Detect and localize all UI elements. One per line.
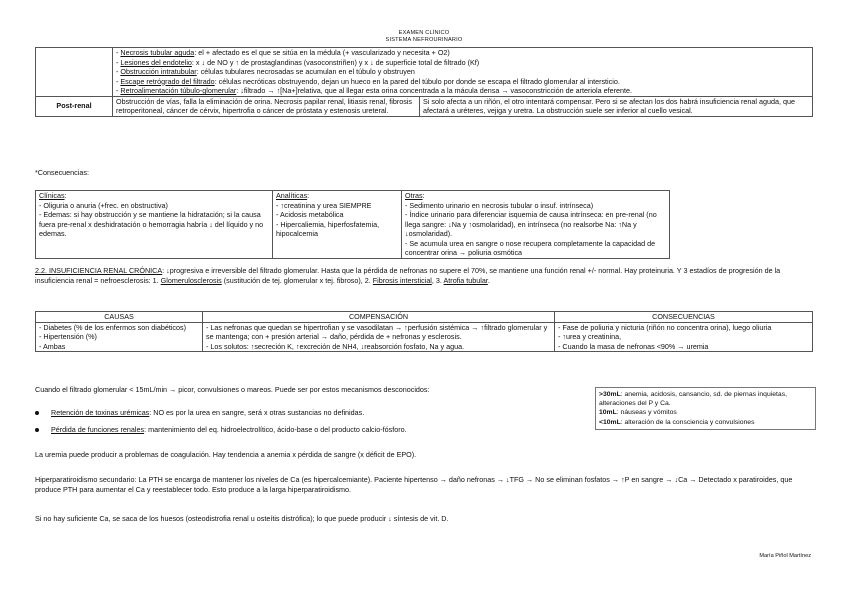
level-item: <10mL: alteración de la consciencia y convulsiones <box>599 418 755 426</box>
bullet-icon <box>35 411 39 415</box>
hiperparatiroidismo-paragraph: Hiperparatiroidismo secundario: La PTH se encarga de mantener los niveles de Ca (es hipercalcemiante). Paciente hipertenso → daño nefronas → ↓TFG → No se eliminan fosfatos → ↑P en sangre → ↓Ca → Detectado x paratiroides, que produce PTH para aumentar el Ca y reestablecer todo. Esto produce a la larga hiperparatiroidismo. <box>35 475 793 494</box>
stage-1: Glomerulosclerosis <box>160 275 222 285</box>
consecuencias-table <box>35 190 670 259</box>
intrarenal-item: - Escape retrógrado del filtrado: células necróticas obstruyendo, dejan un hueco en la pared del túbulo por donde se escapa el filtrado glomerular al intersticio. <box>116 76 620 86</box>
irc-title: 2.2. INSUFICIENCIA RENAL CRÓNICA <box>35 266 163 275</box>
header-compensacion: COMPENSACIÓN <box>203 312 555 323</box>
intrarenal-list <box>113 48 813 97</box>
otras-title: Otras <box>405 191 423 200</box>
clinicas-line: - Edemas: si hay obstrucción y se mantiene la hidratación; si la causa fuera pre-renal x deshidratación o hemorragia habría ↓ del líquido y no edemas. <box>39 210 264 238</box>
otras-cell: Otras: - Sedimento urinario en necrosis tubular o insuf. intrínseca) - Índice urinario para diferenciar isquemia de causa intrínseca: en pre-renal (no llega sangre: ↓Na y ↑osmolaridad), en intrínseca (no realsorbe Na: ↑Na y ↓osmolaridad). - Se acumula urea en sangre o nose recupera completamente la capacidad de concentrar orina → poliuria osmótica <box>402 191 670 259</box>
uremia-paragraph: La uremia puede producir a problemas de coagulación. Hay tendencia a anemia x pérdida de sangre (x déficit de EPO). <box>35 450 417 459</box>
filtrado-levels-box <box>595 387 816 430</box>
irc-table <box>35 311 813 352</box>
consecuencia-item: - Cuando la masa de nefronas <90% → uremia <box>558 341 709 351</box>
otras-line: - Sedimento urinario en necrosis tubular o insuf. intrínseca) <box>405 200 594 210</box>
renal-causes-table <box>35 47 813 117</box>
postrenal-description: Obstrucción de vías, falla la eliminación de orina. Necrosis papilar renal, litiasis renal, fibrosis retroperitoneal, cáncer de cérvix, hipertrofia o cáncer de próstata y estenosis ureteral. <box>113 96 420 116</box>
doc-title: EXAMEN CLÍNICO <box>398 30 450 36</box>
causa-item: - Diabetes (% de los enfermos son diabéticos) <box>39 322 187 332</box>
postrenal-consequence: Si solo afecta a un riñón, el otro intentará compensar. Pero si se afectan los dos habrá insuficiencia renal aguda, que afectará a uréteres, vejiga y uretra. La obstrucción suele ser inferior al cuello vesical. <box>420 96 813 116</box>
filtrado-paragraph: Cuando el filtrado glomerular < 15mL/min → picor, convulsiones o mareos. Puede ser por estos mecanismos desconocidos: <box>35 385 430 394</box>
vitd-paragraph: Si no hay suficiente Ca, se saca de los huesos (osteodistrofia renal u osteítis distrófica); lo que puede producir ↓ síntesis de vit. D. <box>35 514 449 523</box>
clinicas-line: - Oliguria o anuria (+frec. en obstructiva) <box>39 200 168 210</box>
otras-line: - Índice urinario para diferenciar isquemia de causa intrínseca: en pre-renal (no llega sangre: ↓Na y ↑osmolaridad), en intrínseca (no realsorbe Na: ↑Na y ↓osmolaridad). <box>405 210 657 238</box>
compensacion-item: - Las nefronas que quedan se hipertrofian y se vasodilatan → ↑perfusión sistémica → ↑filtrado glomerular y se mantenga; con + presión arterial → daño, pérdida de + nefronas y esclerosis. <box>206 322 548 341</box>
level-item: 10mL: náuseas y vómitos <box>599 409 677 417</box>
postrenal-label: Post-renal <box>36 96 113 116</box>
intrarenal-item: - Retroalimentación túbulo-glomerular: ↓filtrado → ↑[Na+]relativa, que al llegar esta orina concentrada a la mácula densa → vasoconstricción de arteriola eferente. <box>116 86 632 95</box>
clinicas-title: Clínicas <box>39 191 65 200</box>
intrarenal-item: - Necrosis tubular aguda: el + afectado es el que se sitúa en la médula (+ vascularizado y necesita + O2) <box>116 48 450 57</box>
analiticas-line: - ↑creatinina y urea SIEMPRE <box>276 200 372 210</box>
bullet-item: Pérdida de funciones renales: mantenimiento del eq. hidroelectrolítico, ácido-base o del producto calcio-fósforo. <box>35 425 407 435</box>
irc-paragraph: 2.2. INSUFICIENCIA RENAL CRÓNICA: ↓progresiva e irreversible del filtrado glomerular. Hasta que la pérdida de nefronas no supere el 70%, se mantiene una función renal +/- normal. Hay proteinuria. Y 3 estadíos de progresión de la insuficiencia renal = nefroesclerosis: 1. Glomerulosclerosis (sustitución de tej. glomerular x tej. fibroso), 2. Fibrosis intersticial, 3. Atrofia tubular. <box>35 266 781 285</box>
bullet-icon <box>35 428 39 432</box>
analiticas-line: - Acidosis metabólica <box>276 210 344 219</box>
analiticas-title: Analíticas <box>276 191 308 200</box>
intrarenal-item: - Lesiones del endotelio: x ↓ de NO y ↑ de prostaglandinas (vasoconstriñen) y x ↓ de superficie total de filtrado (Kf) <box>116 57 480 67</box>
analiticas-line: - Hipercaliemia, hiperfosfatemia, hipocalcemia <box>276 219 380 238</box>
consecuencias-heading: *Consecuencias: <box>35 168 89 177</box>
causas-cell <box>36 322 203 352</box>
compensacion-cell <box>203 322 555 352</box>
compensacion-item: - Los solutos: ↑secreción K, ↑excreción de NH4, ↓reabsorción fosfato, Na y agua. <box>206 341 465 351</box>
intrarenal-item: - Obstrucción intratubular: células tubulares necrosadas se acumulan en el túbulo y obstruyen <box>116 67 415 76</box>
bullet-item: Retención de toxinas urémicas: NO es por la urea en sangre, será x otras sustancias no definidas. <box>35 408 364 418</box>
clinicas-cell: Clínicas: - Oliguria o anuria (+frec. en obstructiva) - Edemas: si hay obstrucción y se mantiene la hidratación; si la causa fuera pre-renal x deshidratación o hemorragia habría ↓ del líquido y no edemas. <box>36 191 273 259</box>
header-consecuencias: CONSECUENCIAS <box>555 312 813 323</box>
header-causas: CAUSAS <box>36 312 203 323</box>
consecuencia-item: - Fase de poliuria y nicturia (riñón no concentra orina), luego oliuria <box>558 322 772 332</box>
consecuencias-cell <box>555 322 813 352</box>
level-item: >30mL: anemia, acidosis, cansancio, sd. de piernas inquietas, alteraciones del P y Ca. <box>599 391 787 408</box>
causa-item: - Hipertensión (%) <box>39 332 97 341</box>
causa-item: - Ambas <box>39 341 66 351</box>
stage-2: Fibrosis intersticial <box>372 275 432 285</box>
otras-line: - Se acumula urea en sangre o nose recupera completamente la capacidad de concentrar orina → poliuria osmótica <box>405 238 656 257</box>
stage-3: Atrofia tubular <box>443 275 488 285</box>
consecuencia-item: - ↑urea y creatinina, <box>558 332 622 341</box>
author-signature: María Piñol Martínez <box>759 553 811 559</box>
doc-subtitle: SISTEMA NEFROURINARIO <box>385 37 463 43</box>
analiticas-cell: Analíticas: - ↑creatinina y urea SIEMPRE - Acidosis metabólica - Hipercaliemia, hiperfosfatemia, hipocalcemia <box>273 191 402 259</box>
empty-label-cell <box>36 48 113 97</box>
